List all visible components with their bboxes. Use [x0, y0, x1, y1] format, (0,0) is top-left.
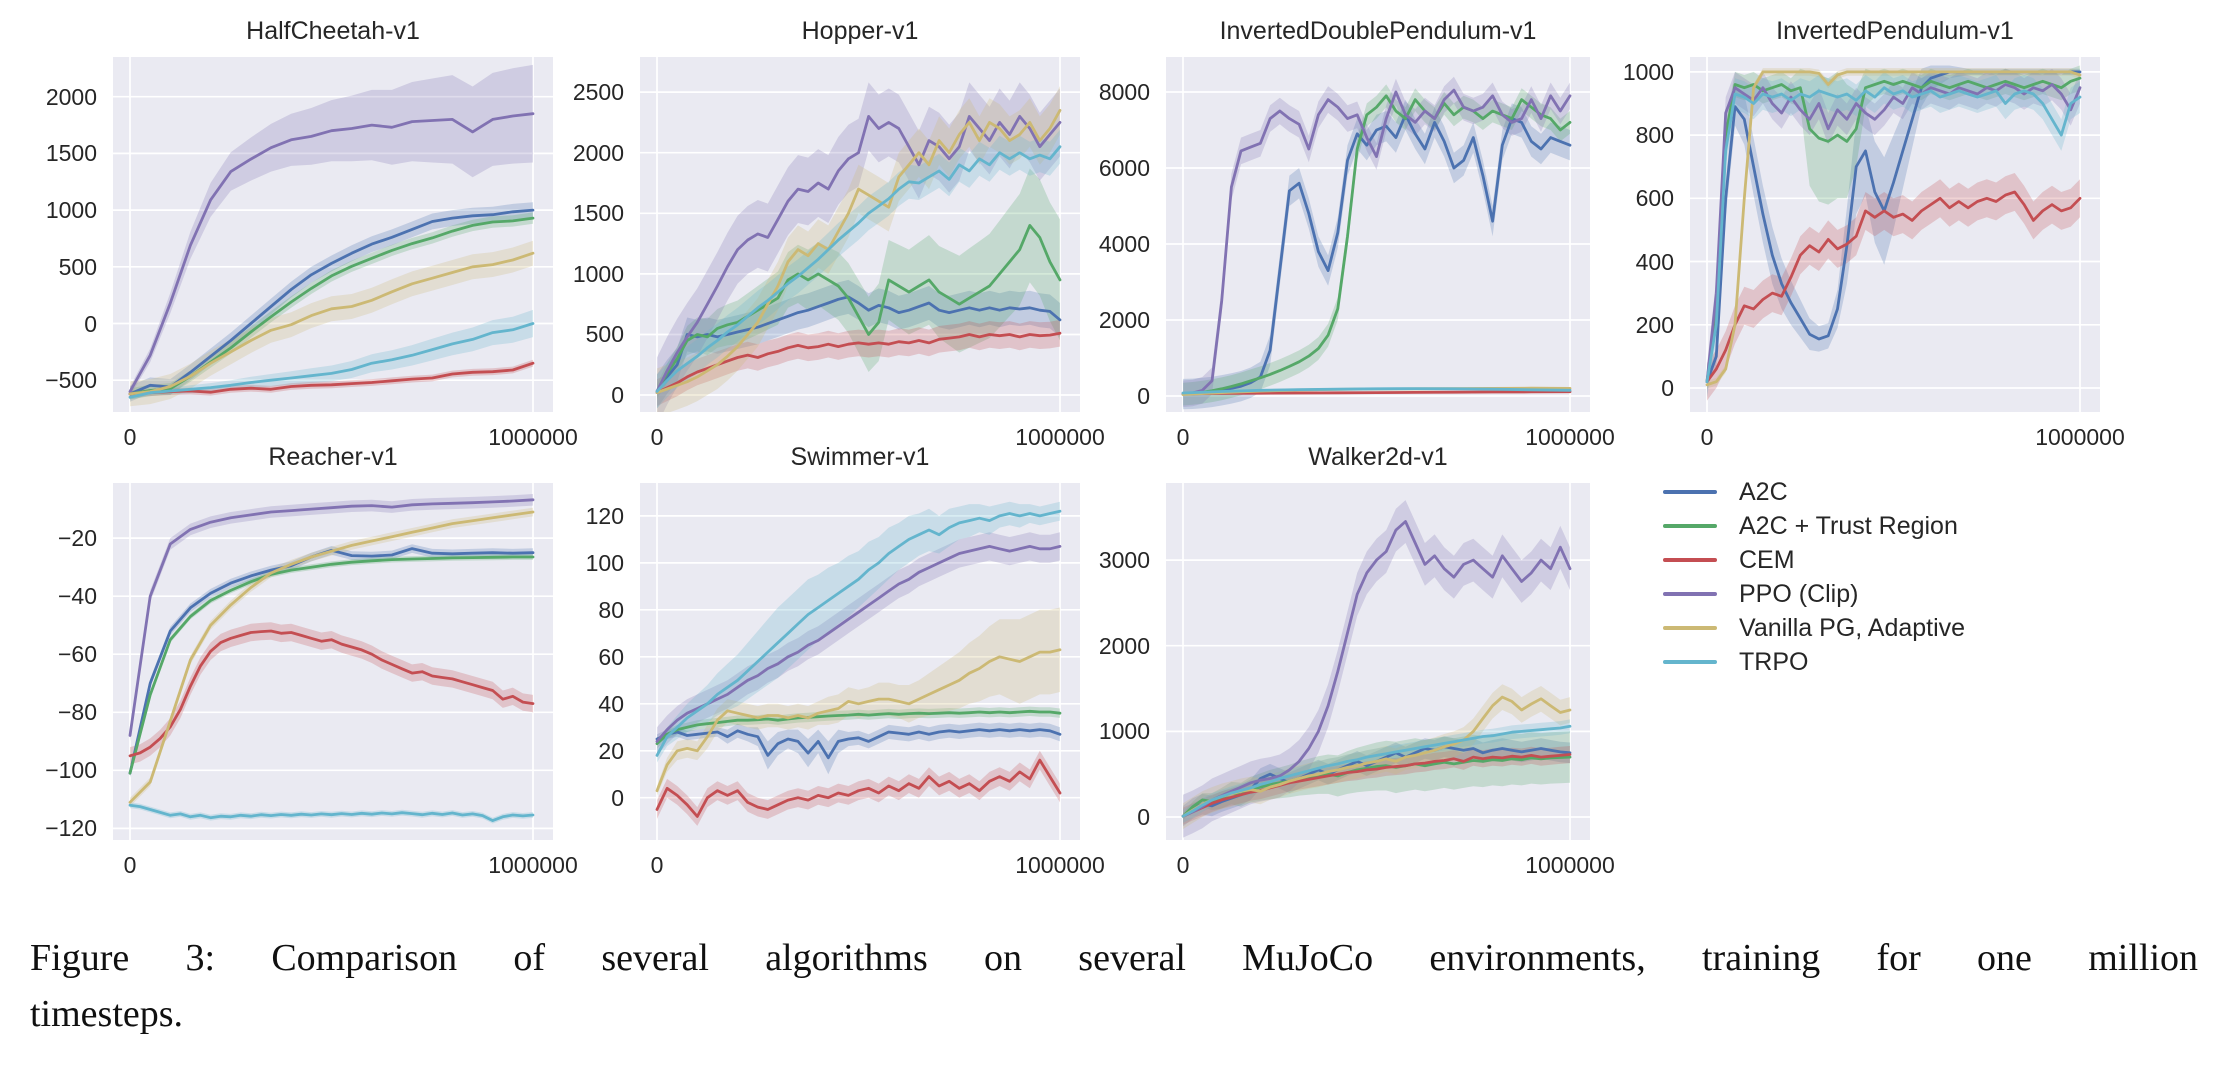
y-tick-label: −60	[57, 641, 97, 667]
chart-hopper-v1	[572, 17, 1105, 450]
y-tick-label: 40	[598, 691, 624, 717]
plot-canvas	[1690, 57, 2100, 412]
y-tick-label: 20	[598, 738, 624, 764]
legend-swatch-ppo-clip	[1663, 592, 1717, 596]
x-tick-label: 1000000	[1015, 424, 1105, 450]
x-tick-label: 1000000	[488, 424, 578, 450]
legend-item-ppo-clip	[1663, 577, 1965, 611]
y-tick-label: −20	[57, 525, 97, 551]
x-tick-label: 1000000	[1015, 852, 1105, 878]
x-tick-label: 0	[123, 852, 137, 878]
y-tick-label: 60	[598, 644, 624, 670]
y-tick-label: 2000	[1098, 633, 1150, 659]
y-tick-label: 2000	[45, 84, 97, 110]
caption-line-2: timesteps.	[30, 993, 184, 1035]
chart-swimmer-v1	[585, 443, 1105, 878]
plot-canvas	[640, 57, 1080, 412]
subplot-title-inverteddoublependulum: InvertedDoublePendulum-v1	[1219, 17, 1537, 45]
y-tick-label: 2000	[572, 140, 624, 166]
y-tick-label: 1500	[572, 200, 624, 226]
subplot-title-swimmer: Swimmer-v1	[790, 443, 930, 471]
series-line-a2c_tr	[130, 557, 533, 773]
y-tick-label: 0	[1661, 375, 1674, 401]
y-tick-label: 2000	[1098, 307, 1150, 333]
y-tick-label: 1000	[1622, 59, 1674, 85]
chart-invertedpendulum-v1	[1622, 17, 2125, 450]
subplot-title-reacher: Reacher-v1	[268, 443, 398, 471]
legend-item-vanilla-pg-adaptive	[1663, 611, 1965, 645]
legend-item-a2c-trust-region	[1663, 509, 1965, 543]
subplot-title-hopper: Hopper-v1	[801, 17, 919, 45]
y-tick-label: 1500	[45, 140, 97, 166]
y-tick-label: 100	[585, 550, 624, 576]
y-tick-label: 1000	[1098, 718, 1150, 744]
y-tick-label: 0	[1137, 383, 1150, 409]
legend-label-vanilla-pg-adaptive: Vanilla PG, Adaptive	[1739, 613, 1966, 642]
plot-canvas	[640, 483, 1080, 840]
y-tick-label: 8000	[1098, 79, 1150, 105]
legend-label-a2c-trust-region: A2C + Trust Region	[1739, 511, 1958, 540]
plot-canvas	[1166, 57, 1590, 412]
x-tick-label: 1000000	[488, 852, 578, 878]
y-tick-label: 0	[1137, 804, 1150, 830]
legend-label-ppo-clip: PPO (Clip)	[1739, 579, 1859, 608]
y-tick-label: 500	[58, 254, 97, 280]
chart-reacher-v1	[45, 443, 578, 878]
subplot-title-walker2d: Walker2d-v1	[1308, 443, 1448, 471]
legend-swatch-a2c-trust-region	[1663, 524, 1717, 528]
legend-label-cem: CEM	[1739, 545, 1795, 574]
legend-swatch-cem	[1663, 558, 1717, 562]
y-tick-label: 400	[1635, 249, 1674, 275]
x-tick-label: 1000000	[1525, 424, 1615, 450]
subplot-title-invertedpendulum: InvertedPendulum-v1	[1776, 17, 2014, 45]
y-tick-label: 800	[1635, 122, 1674, 148]
y-tick-label: −500	[45, 367, 97, 393]
y-tick-label: 2500	[572, 79, 624, 105]
legend-swatch-a2c	[1663, 490, 1717, 494]
subplot-title-halfcheetah: HalfCheetah-v1	[246, 17, 420, 45]
x-tick-label: 0	[1176, 852, 1190, 878]
figure-caption	[30, 930, 2198, 1042]
plot-canvas	[113, 483, 553, 840]
y-tick-label: 120	[585, 503, 624, 529]
legend-item-cem	[1663, 543, 1965, 577]
y-tick-label: −40	[57, 583, 97, 609]
caption-line-1: Figure 3: Comparison of several algorithms on several MuJoCo environments, training for one million	[30, 937, 2198, 979]
legend-swatch-vanilla-pg-adaptive	[1663, 626, 1717, 630]
legend-item-trpo	[1663, 645, 1965, 679]
x-tick-label: 0	[1176, 424, 1190, 450]
y-tick-label: −80	[57, 699, 97, 725]
plot-canvas	[1166, 483, 1590, 840]
confidence-band-cem	[130, 622, 533, 764]
y-tick-label: 1000	[45, 197, 97, 223]
y-tick-label: 0	[611, 382, 624, 408]
y-tick-label: 3000	[1098, 547, 1150, 573]
chart-walker2d-v1	[1098, 443, 1615, 878]
y-tick-label: 1000	[572, 261, 624, 287]
confidence-band-a2c_tr	[130, 554, 533, 776]
chart-halfcheetah-v1	[45, 17, 578, 450]
y-tick-label: 6000	[1098, 155, 1150, 181]
y-tick-label: 0	[84, 311, 97, 337]
y-tick-label: 80	[598, 597, 624, 623]
y-tick-label: −100	[45, 757, 97, 783]
x-tick-label: 1000000	[1525, 852, 1615, 878]
y-tick-label: 500	[585, 321, 624, 347]
legend-item-a2c	[1663, 475, 1965, 509]
y-tick-label: 0	[611, 785, 624, 811]
x-tick-label: 0	[650, 424, 664, 450]
y-tick-label: −120	[45, 815, 97, 841]
y-tick-label: 600	[1635, 185, 1674, 211]
legend-label-trpo: TRPO	[1739, 647, 1809, 676]
y-tick-label: 200	[1635, 312, 1674, 338]
x-tick-label: 0	[1700, 424, 1714, 450]
confidence-band-cem	[657, 751, 1060, 826]
legend-swatch-trpo	[1663, 660, 1717, 664]
x-tick-label: 1000000	[2035, 424, 2125, 450]
legend-label-a2c: A2C	[1739, 477, 1788, 506]
x-tick-label: 0	[123, 424, 137, 450]
chart-inverteddoublependulum-v1	[1098, 17, 1615, 450]
y-tick-label: 4000	[1098, 231, 1150, 257]
legend	[1663, 475, 1965, 679]
x-tick-label: 0	[650, 852, 664, 878]
plot-canvas	[113, 57, 553, 412]
